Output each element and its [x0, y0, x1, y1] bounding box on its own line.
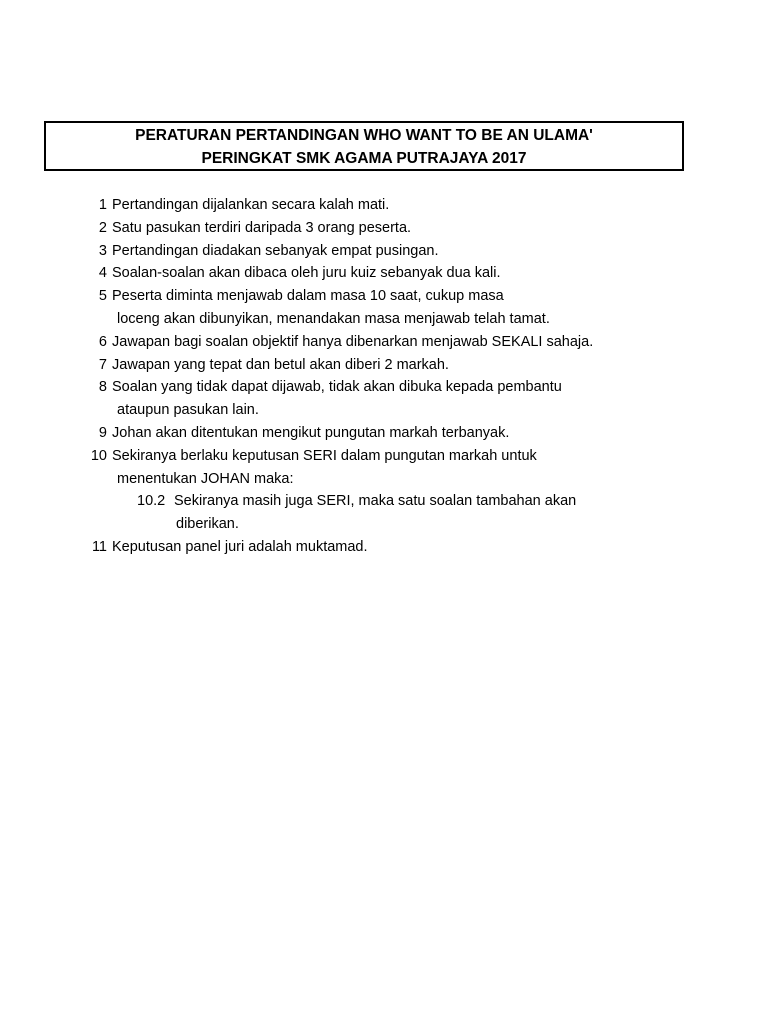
rule-7	[0, 354, 768, 377]
rule-text-continuation: menentukan JOHAN maka:	[117, 470, 294, 487]
rule-5-continuation	[0, 308, 768, 331]
rule-text: Soalan yang tidak dapat dijawab, tidak akan dibuka kepada pembantu	[112, 379, 562, 396]
rule-8-continuation	[0, 399, 768, 422]
rule-5	[0, 285, 768, 308]
subrule-10-2-continuation	[0, 513, 768, 536]
rule-number: 9	[98, 424, 107, 441]
rule-text: Pertandingan dijalankan secara kalah mati.	[112, 197, 390, 213]
rule-number: 1	[98, 197, 107, 213]
rule-text-continuation: loceng akan dibunyikan, menandakan masa menjawab telah tamat.	[117, 310, 550, 327]
subrule-text-continuation: diberikan.	[176, 516, 239, 533]
subrule-number: 10.2	[137, 493, 166, 510]
rule-1	[0, 194, 768, 217]
rule-text: Satu pasukan terdiri daripada 3 orang peserta.	[112, 219, 412, 236]
rule-6	[0, 331, 768, 354]
rule-text: Sekiranya berlaku keputusan SERI dalam pungutan markah untuk	[112, 447, 537, 464]
rule-10	[0, 445, 768, 468]
document-subtitle: PERINGKAT SMK AGAMA PUTRAJAYA 2017	[201, 150, 527, 167]
rule-number: 3	[98, 242, 107, 259]
rule-number: 6	[98, 333, 107, 350]
rule-text: Jawapan yang tepat dan betul akan diberi 2 markah.	[112, 356, 449, 373]
document-title: PERATURAN PERTANDINGAN WHO WANT TO BE AN ULAMA'	[135, 127, 593, 144]
rule-number: 10	[90, 447, 107, 464]
rule-number: 11	[91, 538, 107, 555]
rule-2	[0, 217, 768, 240]
rule-8	[0, 376, 768, 399]
rule-9	[0, 422, 768, 445]
rule-number: 7	[98, 356, 107, 373]
rule-number: 8	[98, 379, 107, 396]
rule-10-continuation	[0, 468, 768, 491]
rule-text: Soalan-soalan akan dibaca oleh juru kuiz sebanyak dua kali.	[112, 265, 501, 282]
rule-text: Keputusan panel juri adalah muktamad.	[112, 538, 368, 555]
rule-text-continuation: ataupun pasukan lain.	[117, 402, 259, 419]
rule-text: Pertandingan diadakan sebanyak empat pusingan.	[112, 242, 439, 259]
rule-11	[0, 536, 768, 559]
rule-text: Jawapan bagi soalan objektif hanya dibenarkan menjawab SEKALI sahaja.	[112, 333, 594, 350]
title-box	[44, 121, 684, 171]
subrule-text: Sekiranya masih juga SERI, maka satu soalan tambahan akan	[174, 493, 577, 510]
rule-3	[0, 240, 768, 263]
rule-number: 5	[98, 288, 107, 305]
rule-text: Johan akan ditentukan mengikut pungutan markah terbanyak.	[112, 424, 510, 441]
rules-list	[0, 194, 768, 559]
rule-number: 2	[98, 219, 107, 236]
rule-number: 4	[98, 265, 107, 282]
subrule-10-2	[0, 490, 768, 513]
rule-text: Peserta diminta menjawab dalam masa 10 saat, cukup masa	[112, 288, 504, 305]
rule-4	[0, 262, 768, 285]
